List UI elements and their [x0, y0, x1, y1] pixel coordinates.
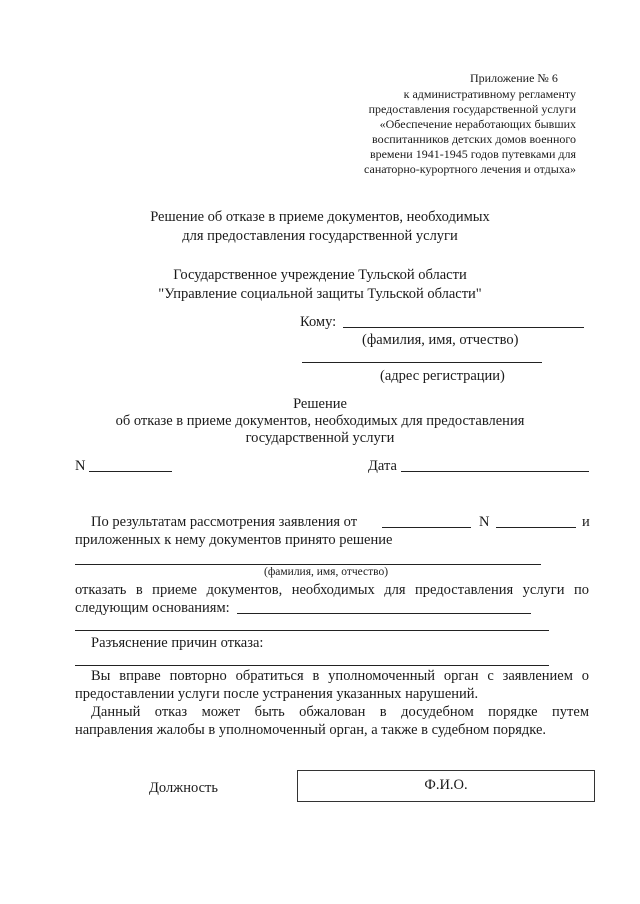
institution-line: Государственное учреждение Тульской области	[173, 267, 467, 283]
reapply-text: Вы вправе повторно обратиться в уполномоченный орган с заявлением о	[91, 668, 589, 684]
reasons-label: Разъяснение причин отказа:	[91, 635, 264, 651]
fio-label: Ф.И.О.	[424, 777, 468, 793]
application-text: По результатам рассмотрения заявления от	[91, 514, 358, 530]
decision-line: об отказе в приеме документов, необходимых для предоставления	[115, 413, 525, 429]
recipient-name-line	[343, 327, 584, 328]
reasons-line	[75, 665, 549, 666]
fio-line	[75, 564, 541, 565]
appendix-line: санаторно-курортного лечения и отдыха»	[364, 162, 576, 176]
doc-title-line: Решение об отказе в приеме документов, необходимых	[150, 209, 490, 225]
application-n-label: N	[479, 514, 490, 530]
appeal-text: Данный отказ может быть обжалован в досудебном порядке путем	[91, 704, 589, 720]
and-text: и	[582, 514, 590, 530]
number-label: N	[75, 458, 86, 474]
to-label: Кому:	[300, 314, 337, 330]
date-field-line	[401, 471, 589, 472]
appendix-line: времени 1941-1945 годов путевками для	[369, 147, 576, 161]
recipient-address-line	[302, 362, 542, 363]
grounds-line-1	[237, 613, 531, 614]
appendix-line: «Обеспечение неработающих бывших	[379, 117, 576, 131]
appeal-text: направления жалобы в уполномоченный орган, а также в судебном порядке.	[75, 722, 547, 738]
refuse-text: отказать в приеме документов, необходимых для предоставления услуги по	[75, 582, 589, 598]
decision-heading: Решение	[293, 396, 347, 412]
position-label: Должность	[149, 780, 218, 796]
reapply-text: предоставлении услуги после устранения указанных нарушений.	[75, 686, 479, 702]
appendix-line: воспитанников детских домов военного	[372, 132, 576, 146]
application-number-line	[496, 527, 576, 528]
appendix-line: предоставления государственной услуги	[368, 102, 576, 116]
name-hint: (фамилия, имя, отчество)	[362, 332, 519, 348]
address-hint: (адрес регистрации)	[380, 368, 505, 384]
date-label: Дата	[368, 458, 397, 474]
doc-title-line: для предоставления государственной услуги	[182, 228, 458, 244]
decision-line: государственной услуги	[245, 430, 395, 446]
appendix-title: Приложение № 6	[470, 71, 558, 85]
number-field-line	[89, 471, 172, 472]
fio-hint: (фамилия, имя, отчество)	[264, 566, 389, 578]
grounds-label: следующим основаниям:	[75, 600, 230, 616]
decision-taken-text: приложенных к нему документов принято решение	[75, 532, 393, 548]
grounds-line-2	[75, 630, 549, 631]
institution-line: "Управление социальной защиты Тульской области"	[158, 286, 482, 302]
appendix-line: к административному регламенту	[403, 87, 576, 101]
application-date-line	[382, 527, 471, 528]
